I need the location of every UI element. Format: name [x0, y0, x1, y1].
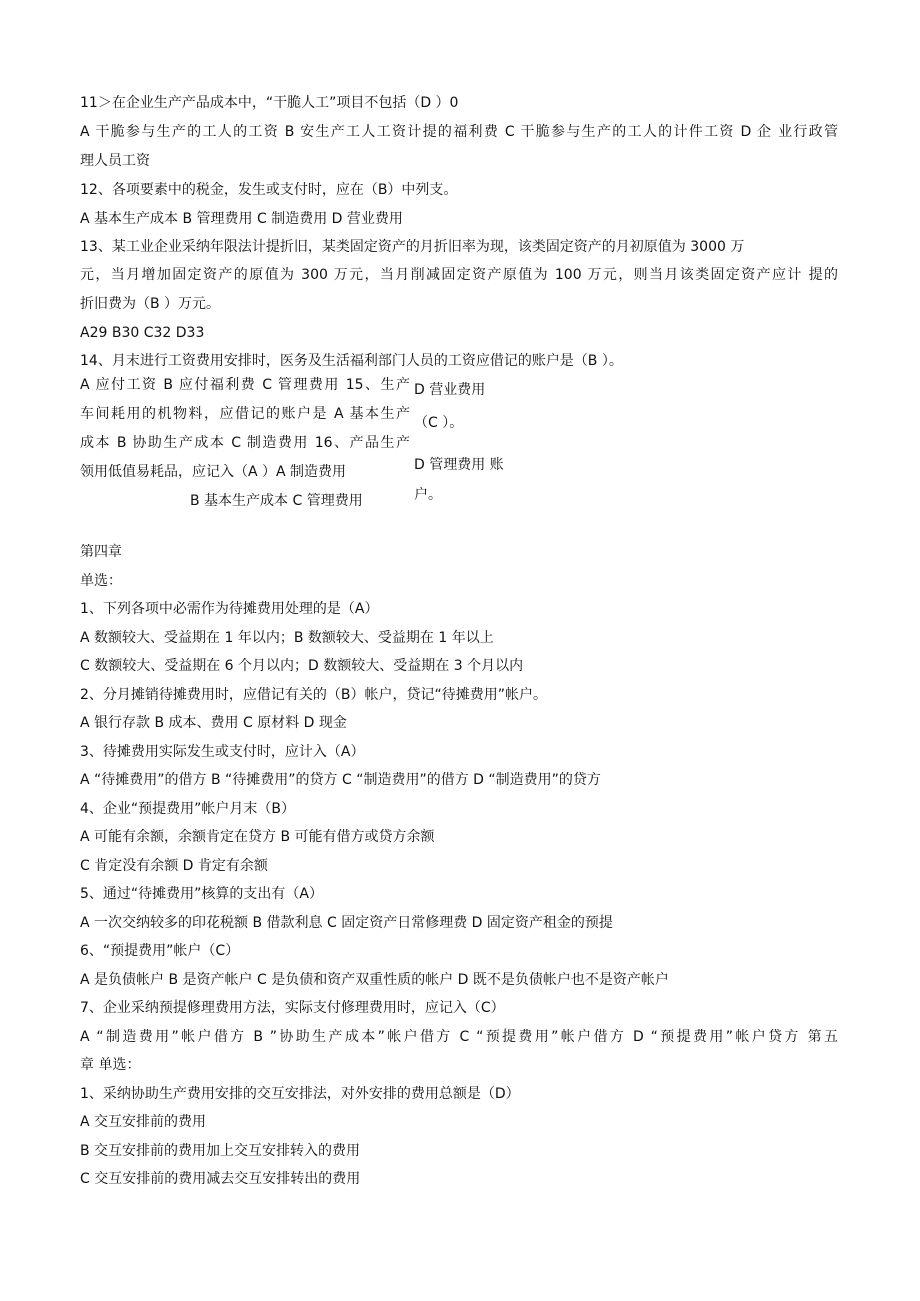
option-line: C 数额较大、受益期在 6 个月以内；D 数额较大、受益期在 3 个月以内	[80, 658, 524, 674]
question-13-options: A29 B30 C32 D33	[80, 325, 205, 341]
question-line: 7、企业采纳预提修理费用方法，实际支付修理费用时，应记入（C）	[80, 1000, 505, 1016]
question-13-cont2: 折旧费为（B ）万元。	[80, 296, 221, 312]
question-13-cont: 元，当月增加固定资产的原值为 300 万元，当月削减固定资产原值为 100 万元，则当月该类固定资产应计 提的	[80, 267, 838, 283]
question-line: 5、通过“待摊费用”核算的支出有（A）	[80, 886, 323, 902]
left-col-line: 领用低值易耗品，应记入（A ）A 制造费用	[80, 464, 347, 480]
right-col-line: D 营业费用	[414, 382, 486, 398]
option-line: C 交互安排前的费用减去交互安排转出的费用	[80, 1171, 361, 1187]
section-heading: 单选：	[80, 573, 122, 589]
option-line: A 银行存款 B 成本、费用 C 原材料 D 现金	[80, 715, 347, 731]
option-line: A 交互安排前的费用	[80, 1114, 207, 1130]
option-line: A 一次交纳较多的印花税额 B 借款利息 C 固定资产日常修理费 D 固定资产租金的预提	[80, 915, 613, 931]
left-col-line: 成本 B 协助生产成本 C 制造费用 16、产品生产	[80, 435, 410, 451]
option-line: B 交互安排前的费用加上交互安排转入的费用	[80, 1143, 361, 1159]
two-column-left	[80, 375, 410, 520]
right-col-line: （C ）。	[414, 415, 464, 431]
question-13: 13、某工业企业采纳年限法计提折旧，某类固定资产的月折旧率为现，该类固定资产的月初原值为 3000 万	[80, 239, 745, 255]
left-col-line: B 基本生产成本 C 管理费用	[190, 493, 363, 509]
left-col-line: A 应付工资 B 应付福利费 C 管理费用 15、生产	[80, 377, 410, 393]
question-line: 4、企业“预提费用”帐户月末（B）	[80, 801, 296, 817]
section-heading: 章 单选：	[80, 1057, 141, 1073]
question-line: 6、“预提费用”帐户（C）	[80, 943, 240, 959]
question-11-options-cont: 理人员工资	[80, 153, 150, 169]
chapter-heading: 第四章	[80, 544, 122, 560]
question-12: 12、各项要素中的税金，发生或支付时，应在（B）中列支。	[80, 182, 458, 198]
question-14: 14、月末进行工资费用安排时，医务及生活福利部门人员的工资应借记的账户是（B ）。	[80, 353, 623, 369]
question-12-options: A 基本生产成本 B 管理费用 C 制造费用 D 营业费用	[80, 211, 403, 227]
question-line: 1、采纳协助生产费用安排的交互安排法，对外安排的费用总额是（D）	[80, 1086, 520, 1102]
option-line: A 数额较大、受益期在 1 年以内；B 数额较大、受益期在 1 年以上	[80, 630, 494, 646]
option-line: A “待摊费用”的借方 B “待摊费用”的贷方 C “制造费用”的借方 D “制造费用”的贷方	[80, 772, 601, 788]
option-line: C 肯定没有余额 D 肯定有余额	[80, 858, 268, 874]
question-11-options: A 干脆参与生产的工人的工资 B 安生产工人工资计提的福利费 C 干脆参与生产的工人的计件工资 D 企 业行政管	[80, 124, 838, 140]
right-col-line: D 管理费用 账	[414, 457, 504, 473]
question-line: 3、待摊费用实际发生或支付时，应计入（A）	[80, 744, 365, 760]
question-line: 2、分月摊销待摊费用时，应借记有关的（B）帐户，贷记“待摊费用”帐户。	[80, 687, 548, 703]
right-col-line: 户。	[414, 487, 442, 503]
left-col-line: 车间耗用的机物料，应借记的账户是 A 基本生产	[80, 406, 410, 422]
question-line: 1、下列各项中必需作为待摊费用处理的是（A）	[80, 601, 379, 617]
option-line: A 是负债帐户 B 是资产帐户 C 是负债和资产双重性质的帐户 D 既不是负债帐户也不是资产帐户	[80, 972, 669, 988]
option-line: A 可能有余额，余额肯定在贷方 B 可能有借方或贷方余额	[80, 829, 435, 845]
question-11: 11＞在企业生产产品成本中，“干脆人工”项目不包括（D ）0	[80, 95, 459, 111]
option-line: A “制造费用”帐户借方 B ”协助生产成本”帐户借方 C “预提费用”帐户借方 D “预提费用”帐户贷方 第五	[80, 1029, 838, 1045]
